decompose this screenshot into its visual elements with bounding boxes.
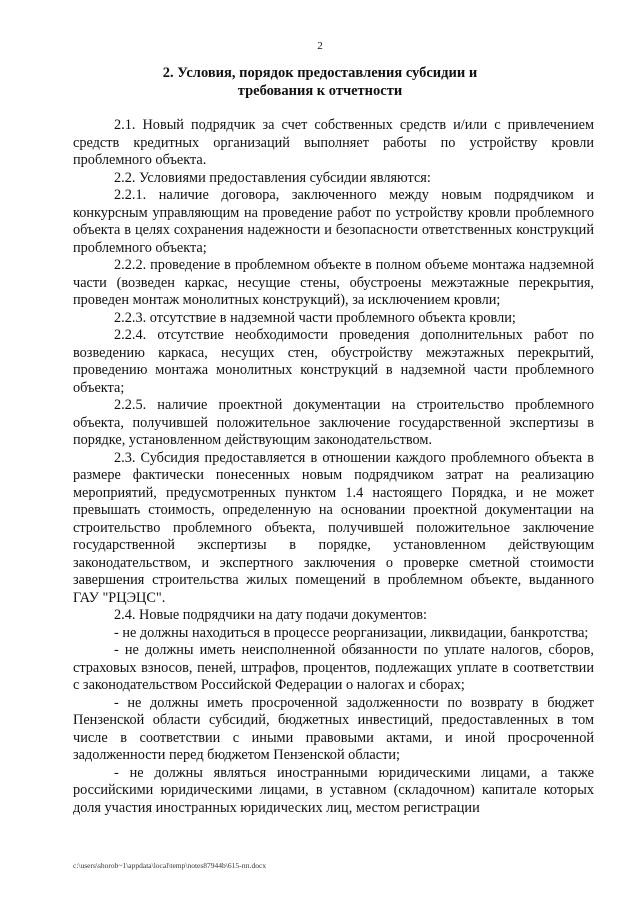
list-item-reorganization: - не должны находиться в процессе реорганизации, ликвидации, банкротства; xyxy=(114,624,589,641)
paragraph-2-2-4: 2.2.4. отсутствие необходимости проведения дополнительных работ по возведению каркаса, несущих стен, обустройству межэтажных перекрытий, проведению монтажа монолитных конструкций в надземной части проблемного объекта; xyxy=(73,327,594,396)
list-item-taxes: - не должны иметь неисполненной обязанности по уплате налогов, сборов, страховых взносов, пеней, штрафов, процентов, подлежащих уплате в соответствии с законодательством Российской Федерации о налогах и сборах; xyxy=(73,642,594,693)
list-item-foreign-entities: - не должны являться иностранными юридическими лицами, а также российскими юридическими лицами, в уставном (складочном) капитале которых доля участия иностранных юридических лиц, местом регистрации xyxy=(73,764,594,816)
page-number: 2 xyxy=(317,40,323,52)
section-title-line-1: 2. Условия, порядок предоставления субсидии и xyxy=(162,65,478,81)
paragraph-2-2-2: 2.2.2. проведение в проблемном объекте в полном объеме монтажа надземной части (возведен каркас, несущие стены, обустроены межэтажные перекрытия, проведен монтаж монолитных конструкций), за исключением кровли; xyxy=(73,257,594,308)
section-title-line-2: требования к отчетности xyxy=(237,83,403,99)
section-title xyxy=(0,64,640,100)
paragraph-2-2-1: 2.2.1. наличие договора, заключенного между новым подрядчиком и конкурсным управляющим на проведение работ по устройству кровли проблемного объекта в целях сохранения надежности и безопасности ответственных конструкций проблемного объекта; xyxy=(73,187,594,256)
paragraph-2-3: 2.3. Субсидия предоставляется в отношении каждого проблемного объекта в размере фактически понесенных новым подрядчиком затрат на реализацию мероприятий, предусмотренных пунктом 1.4 настоящего Порядка, и не может превышать стоимость, определенную на основании проектной документации на строительство проблемного объекта, получившей положительное заключение государственной экспертизы в порядке, установленном действующим законодательством, и экспертного заключения о проверке сметной стоимости завершения строительства жилых помещений в проблемном объекте, выданного ГАУ "РЦЭЦС". xyxy=(73,449,594,606)
paragraph-2-1: 2.1. Новый подрядчик за счет собственных средств и/или с привлечением средств кредитных организаций выполняет работы по устройству кровли проблемного объекта. xyxy=(73,117,594,168)
document-body xyxy=(73,117,594,817)
file-path-footer: c:\users\shorob~1\appdata\local\temp\notes87944b\615-пп.docx xyxy=(73,861,267,870)
paragraph-2-2-5: 2.2.5. наличие проектной документации на строительство проблемного объекта, получившей положительное заключение государственной экспертизы в порядке, установленном действующим законодательством. xyxy=(73,397,594,448)
paragraph-2-2: 2.2. Условиями предоставления субсидии являются: xyxy=(114,169,431,186)
list-item-budget-debt: - не должны иметь просроченной задолженности по возврату в бюджет Пензенской области субсидий, бюджетных инвестиций, предоставленных в том числе в соответствии с иными правовыми актами, и иной просроченной задолженности перед бюджетом Пензенской области; xyxy=(73,694,594,763)
paragraph-2-2-3: 2.2.3. отсутствие в надземной части проблемного объекта кровли; xyxy=(114,309,516,326)
paragraph-2-4: 2.4. Новые подрядчики на дату подачи документов: xyxy=(114,607,427,623)
